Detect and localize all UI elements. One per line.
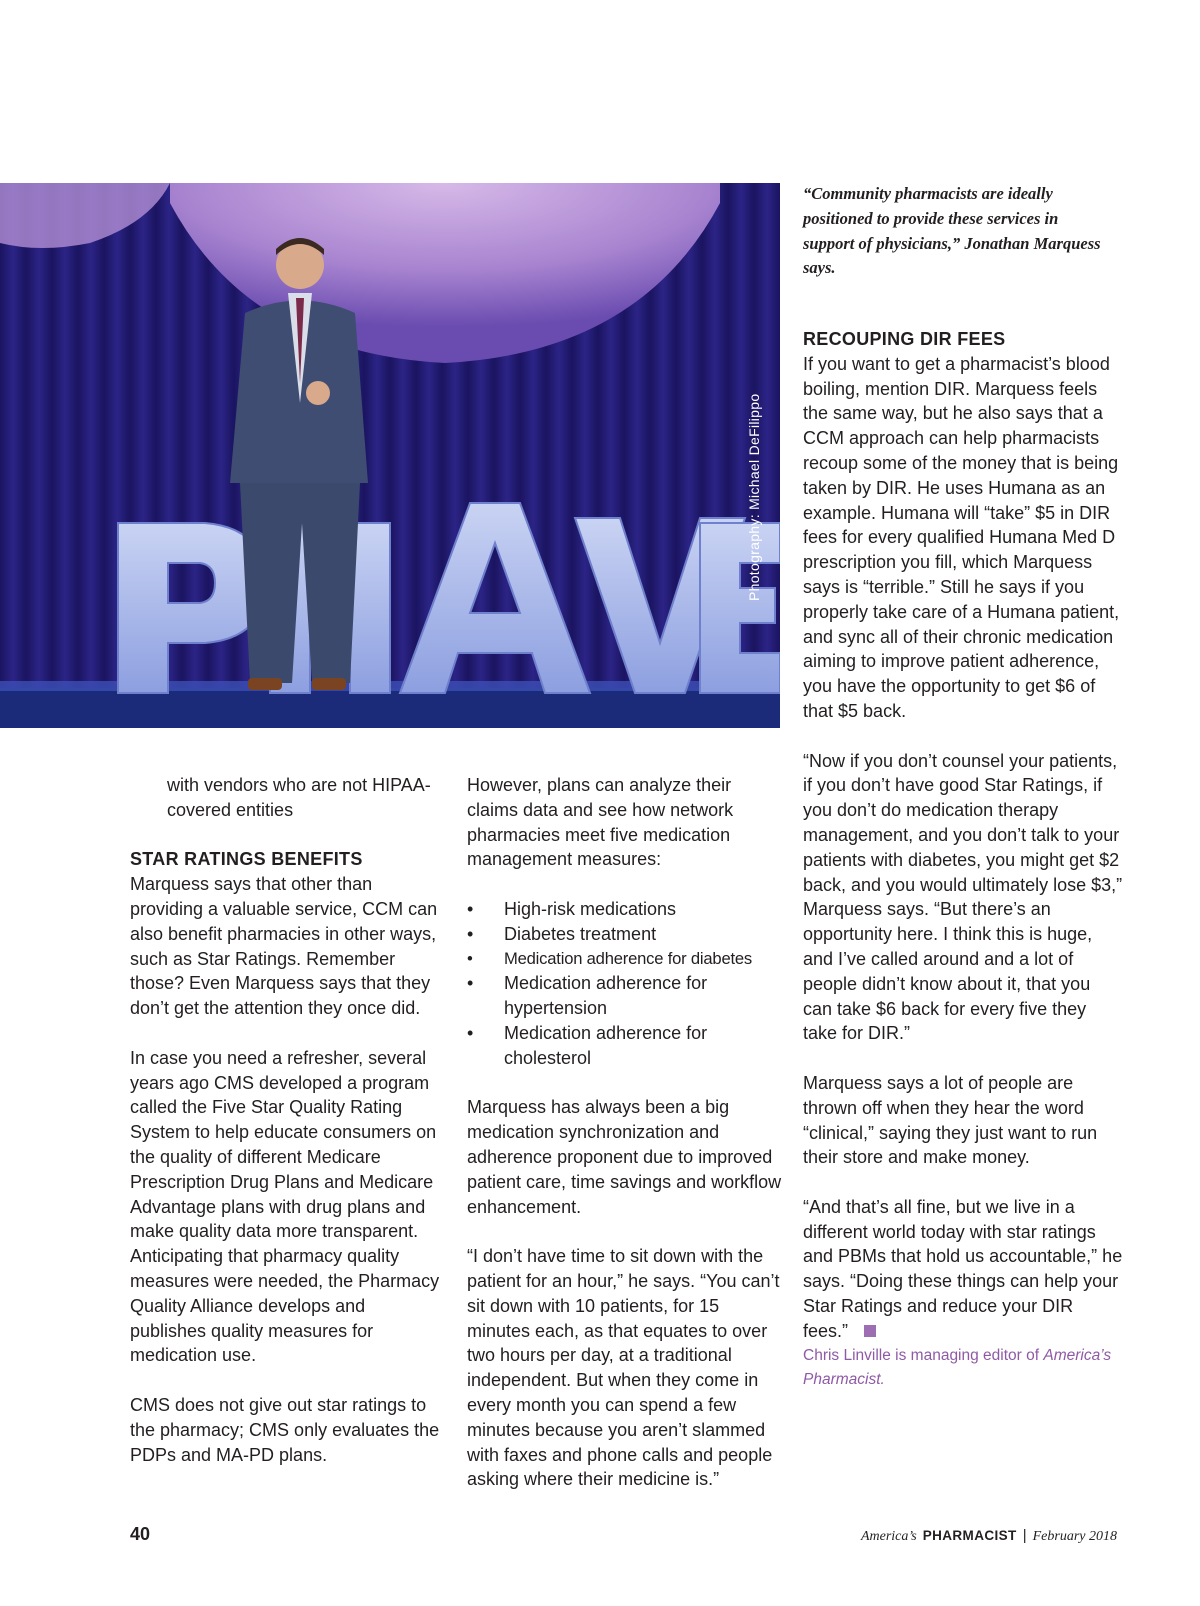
- list-item: • Medication adherence for diabetes: [467, 947, 787, 972]
- paragraph: Marquess has always been a big medication synchronization and adherence proponent due to improved patient care, time savings and workflow enhancement.: [467, 1097, 782, 1217]
- list-item: • Medication adherence for hypertension: [467, 971, 787, 1021]
- footer-brand-bold: PHARMACIST: [922, 1528, 1017, 1543]
- running-footer: [861, 1527, 1117, 1545]
- footer-separator: |: [1022, 1527, 1027, 1544]
- footer-issue-date: February 2018: [1032, 1529, 1117, 1544]
- bio-text: Chris Linville is managing editor of: [803, 1346, 1044, 1364]
- paragraph: However, plans can analyze their claims data and see how network pharmacies meet five medication management measures:: [467, 775, 734, 870]
- continued-bullet: with vendors who are not HIPAA-covered entities: [167, 775, 431, 820]
- page-number: 40: [130, 1524, 151, 1544]
- paragraph: “Now if you don’t counsel your patients, if you don’t have good Star Ratings, if you don’t do medication therapy management, and you don’t talk to your patients with diabetes, you might get $2 back, and you would ultimately lose $3,” Marquess says. “But there’s an opportunity here. I think this is huge, and I’ve called around and a lot of people didn’t know about it, that you can take $6 back for every five they take for DIR.”: [803, 750, 1123, 1044]
- end-mark-icon: [864, 1325, 876, 1337]
- author-bio: [803, 1344, 1123, 1394]
- column-1: [130, 773, 445, 1467]
- column-3: [803, 327, 1123, 1393]
- measures-list: [467, 897, 787, 1071]
- paragraph: In case you need a refresher, several years ago CMS developed a program called the Five Star Quality Rating System to help educate consumers on the quality of different Medicare Prescription Drug Plans and Medicare Advantage plans with drug plans and make quality data more transparent. Anticipating that pharmacy quality measures were needed, the Pharmacy Quality Alliance develops and publishes quality measures for medication use.: [130, 1047, 440, 1366]
- section-heading-dir-fees: RECOUPING DIR FEES: [803, 329, 1006, 349]
- list-item: • High-risk medications: [467, 897, 787, 922]
- photo-caption: “Community pharmacists are ideally positioned to provide these services in support of physicians,” Jonathan Marquess says.: [803, 184, 1101, 278]
- bio-publication: America’s Pharmacist.: [803, 1346, 1112, 1389]
- stage-illustration: [0, 183, 780, 728]
- list-item: • Medication adherence for cholesterol: [467, 1021, 787, 1071]
- closing-quote: “And that’s all fine, but we live in a different world today with star ratings and PBMs that hold us accountable,” he says. “Doing these things can help your Star Ratings and reduce your DIR fees.”: [803, 1196, 1123, 1341]
- paragraph: Marquess says a lot of people are thrown off when they hear the word “clinical,” saying they just want to run their store and make money.: [803, 1072, 1098, 1168]
- paragraph: Marquess says that other than providing a valuable service, CCM can also benefit pharmacies in other ways, such as Star Ratings. Remember those? Even Marquess says that they don’t get the attention they once did.: [130, 874, 438, 1019]
- list-item: • Diabetes treatment: [467, 922, 787, 947]
- paragraph: If you want to get a pharmacist’s blood boiling, mention DIR. Marquess feels the same way, but he also says that a CCM approach can help pharmacists recoup some of the money that is being taken by DIR. He uses Humana as an example. Humana will “take” $5 in DIR fees for every qualified Humana Med D prescription you fill, which Marquess says is “terrible.” Still he says if you properly take care of a Humana patient, and sync all of their chronic medication aiming to improve patient adherence, you have the opportunity to get $6 of that $5 back.: [803, 353, 1120, 721]
- paragraph: [803, 1195, 1123, 1344]
- photo-credit: Photography: Michael DeFilippo: [746, 393, 762, 601]
- paragraph: CMS does not give out star ratings to the pharmacy; CMS only evaluates the PDPs and MA-PD plans.: [130, 1394, 440, 1465]
- article-photo: [0, 183, 780, 728]
- paragraph: “I don’t have time to sit down with the patient for an hour,” he says. “You can’t sit down with 10 patients, for 15 minutes each, as that equates to over two hours per day, at a traditional independent. But when they come in every month you can spend a few minutes because you aren’t slammed with faxes and phone calls and people asking where their medicine is.”: [467, 1246, 780, 1490]
- section-heading-star-ratings: STAR RATINGS BENEFITS: [130, 849, 363, 870]
- footer-brand-script: America’s: [860, 1529, 917, 1544]
- column-2: [467, 773, 787, 1492]
